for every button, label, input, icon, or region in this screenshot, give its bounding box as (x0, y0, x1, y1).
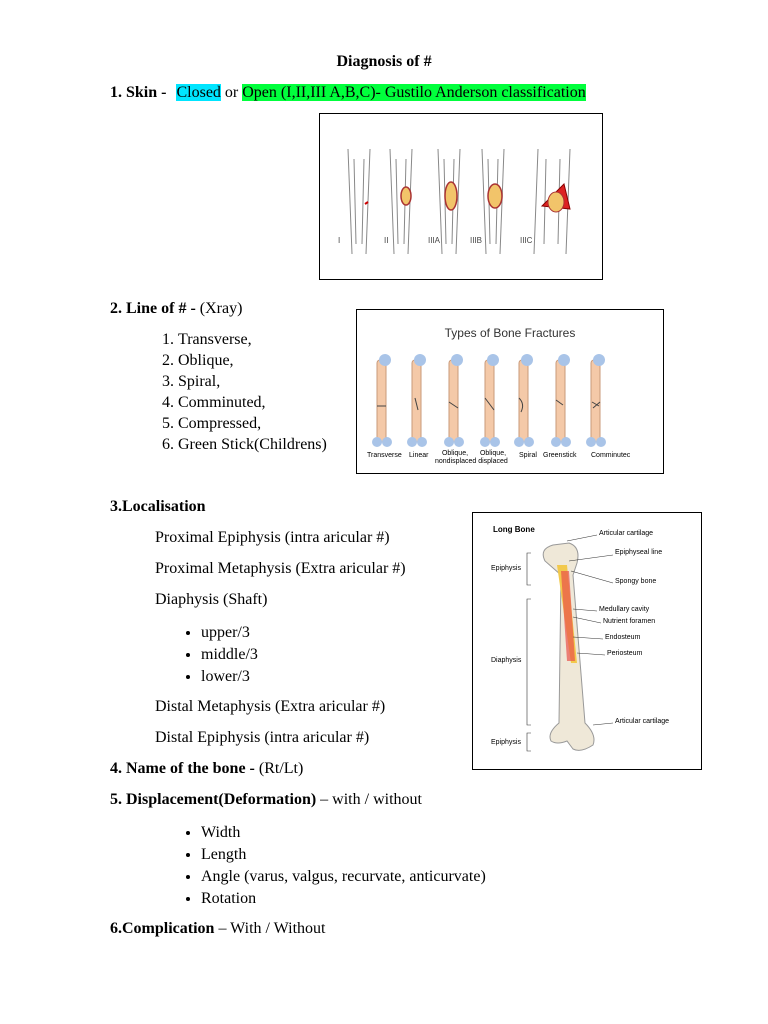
long-bone-figure (472, 512, 702, 770)
list-item: 4. Comminuted, (178, 392, 327, 413)
line-list (154, 329, 327, 455)
displacement-heading: 5. Displacement(Deformation) (110, 791, 317, 808)
or-text: or (224, 84, 239, 101)
list-item: 3. Spiral, (178, 371, 327, 392)
label-medullary-cavity: Medullary cavity (599, 606, 650, 613)
label-epiphysis-top: Epiphysis (491, 565, 521, 572)
distal-epiphysis: Distal Epiphysis (intra aricular #) (155, 729, 370, 746)
diaphysis-thirds (181, 622, 258, 688)
distal-metaphysis: Distal Metaphysis (Extra aricular #) (155, 698, 386, 715)
fracture-figure-title: Types of Bone Fractures (444, 326, 576, 340)
skin-line (110, 84, 586, 102)
fracture-label-comminuted: Comminutec (591, 452, 631, 459)
list-item: 6. Green Stick(Childrens) (178, 434, 327, 455)
open-highlight: Open (I,II,III A,B,C)- Gustilo Anderson classification (242, 84, 586, 101)
list-item: • Length (201, 844, 486, 866)
label-spongy-bone: Spongy bone (615, 578, 657, 585)
fracture-label-oblique-displaced: Oblique, displaced (478, 450, 508, 465)
label-diaphysis: Diaphysis (491, 657, 522, 664)
list-item: • middle/3 (201, 644, 258, 666)
label-endosteum: Endosteum (605, 634, 641, 641)
bone-row (110, 760, 303, 778)
proximal-epiphysis: Proximal Epiphysis (intra aricular #) (155, 529, 390, 546)
label-periosteum: Periosteum (607, 650, 643, 657)
skin-heading: 1. Skin - (110, 84, 167, 101)
gustilo-figure (319, 113, 603, 280)
long-bone-svg (473, 513, 701, 769)
bone-heading: 4. Name of the bone - (110, 760, 255, 777)
long-bone-title: Long Bone (493, 525, 535, 534)
list-item: 5. Compressed, (178, 413, 327, 434)
gustilo-label-IIIB: IIIB (470, 236, 483, 245)
closed-highlight: Closed (176, 84, 221, 101)
fracture-label-linear: Linear (409, 452, 429, 459)
gustilo-label-IIIA: IIIA (428, 236, 441, 245)
label-epiphyseal-line: Epiphyseal line (615, 549, 663, 556)
proximal-metaphysis: Proximal Metaphysis (Extra aricular #) (155, 560, 406, 577)
complication-note: – With / Without (218, 920, 326, 937)
fracture-label-oblique-nondisplaced: Oblique, nondisplaced (435, 450, 477, 465)
label-nutrient-foramen: Nutrient foramen (603, 618, 656, 625)
list-item: 2. Oblique, (178, 350, 327, 371)
displacement-list (181, 822, 486, 910)
displacement-row (110, 791, 422, 809)
label-articular-cartilage-top: Articular cartilage (599, 530, 654, 537)
label-epiphysis-bottom: Epiphysis (491, 739, 521, 746)
label-articular-cartilage-bottom: Articular cartilage (615, 718, 670, 725)
line-heading-row (110, 300, 242, 318)
fracture-types-figure (356, 309, 664, 474)
line-heading: 2. Line of # - (110, 300, 196, 317)
complication-heading: 6.Complication (110, 920, 215, 937)
list-item: • Rotation (201, 888, 486, 910)
diaphysis: Diaphysis (Shaft) (155, 591, 268, 608)
localisation-heading: 3.Localisation (110, 498, 206, 515)
bone-note: (Rt/Lt) (258, 760, 304, 777)
gustilo-label-IIIC: IIIC (520, 236, 533, 245)
fracture-label-spiral: Spiral (519, 452, 537, 459)
list-item: • Width (201, 822, 486, 844)
line-note: (Xray) (199, 300, 243, 317)
fracture-label-greenstick: Greenstick (543, 452, 577, 459)
fracture-label-transverse: Transverse (367, 452, 402, 459)
list-item: • upper/3 (201, 622, 258, 644)
page-title: Diagnosis of # (336, 53, 432, 70)
gustilo-label-I: I (338, 236, 341, 245)
displacement-note: – with / without (320, 791, 422, 808)
list-item: • lower/3 (201, 666, 258, 688)
complication-row (110, 920, 325, 938)
gustilo-label-II: II (384, 236, 389, 245)
list-item: 1. Transverse, (178, 329, 327, 350)
gustilo-legs-svg (320, 114, 602, 279)
list-item: • Angle (varus, valgus, recurvate, anticurvate) (201, 866, 486, 888)
